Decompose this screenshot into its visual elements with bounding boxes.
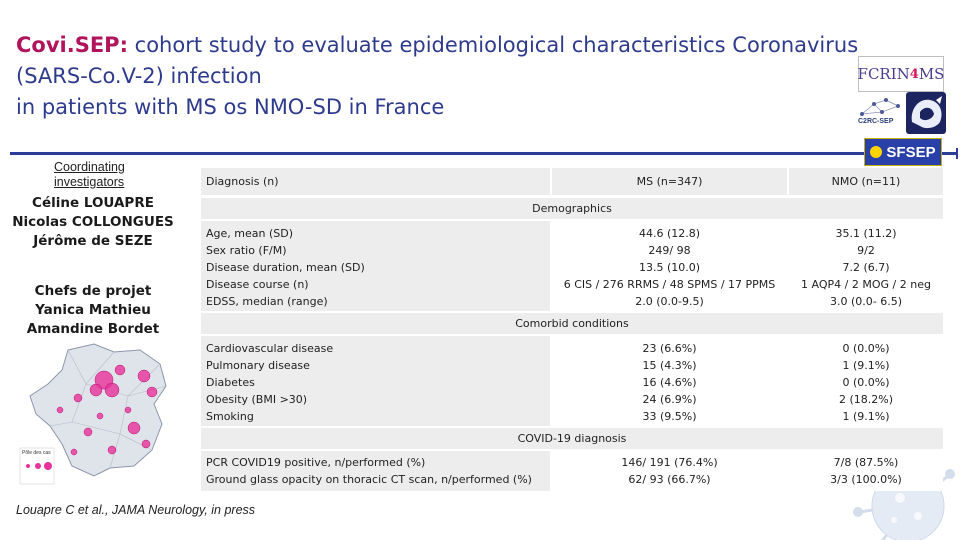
ms-value: 146/ 191 (76.4%) [621,456,718,469]
investigator-name: Jérôme de SEZE [33,233,153,249]
ms-value: 24 (6.9%) [642,393,697,406]
ms-value: 6 CIS / 276 RRMS / 48 SPMS / 17 PPMS [563,278,776,291]
header-nmo: NMO (n=11) [789,168,943,195]
demographics-labels [201,221,550,311]
coordinating-label-line1: Coordinating [54,160,125,174]
fcrin-logo-text-a: FCRIN [857,65,910,83]
ms-value: 23 (6.6%) [642,342,697,355]
fcrin-logo-text-b: 4 [909,66,919,82]
title-accent: Covi.SEP: [16,33,128,57]
citation-authors: Louapre C et al., [16,503,112,517]
c2rc-logo-network-icon [856,96,906,120]
table-row [201,221,943,311]
nmo-value: 9/2 [857,244,875,257]
project-lead-name: Yanica Mathieu [35,302,151,318]
sfsep-brain-logo [906,92,946,134]
covid-nmo-values [789,451,943,491]
covid-ms-values [552,451,787,491]
slide-title [16,30,916,123]
sfsep-logo [864,138,942,166]
nmo-value: 1 AQP4 / 2 MOG / 2 neg [801,278,931,291]
sun-icon [870,146,882,158]
ms-value: 15 (4.3%) [642,359,697,372]
section-covid-diagnosis: COVID-19 diagnosis [201,428,943,449]
title-line1: cohort study to evaluate epidemiological characteristics Coronavirus [127,33,859,57]
ms-value: 2.0 (0.0-9.5) [635,295,704,308]
project-leads-list [0,301,186,339]
header-ms: MS (n=347) [552,168,787,195]
citation-journal: JAMA Neurology, in press [111,503,256,517]
citation [16,503,255,517]
header-diagnosis: Diagnosis (n) [201,168,550,195]
row-label: Diabetes [206,376,255,389]
nmo-value: 3.0 (0.0- 6.5) [829,295,903,308]
section-comorbid-conditions: Comorbid conditions [201,313,943,334]
sfsep-logo-text: SFSEP [886,143,936,161]
ms-value: 249/ 98 [648,244,691,257]
table-row [201,336,943,426]
row-label: Sex ratio (F/M) [206,244,287,257]
nmo-value: 0 (0.0%) [842,342,890,355]
nmo-value: 3/3 (100.0%) [830,473,902,486]
comorbid-labels [201,336,550,426]
c2rc-logo [856,96,906,130]
coordinating-label-line2: investigators [54,175,125,189]
table-row [201,451,943,491]
ms-value: 62/ 93 (66.7%) [628,473,711,486]
investigator-name: Céline LOUAPRE [32,195,154,211]
ms-value: 44.6 (12.8) [638,227,701,240]
covid-labels [201,451,550,491]
nmo-value: 7/8 (87.5%) [833,456,899,469]
row-label: Disease course (n) [206,278,309,291]
title-line2: (SARS-Co.V-2) infection [16,64,262,88]
section-demographics: Demographics [201,198,943,219]
row-label: Disease duration, mean (SD) [206,261,365,274]
brain-icon [906,92,946,134]
row-label: Pulmonary disease [206,359,310,372]
fcrin-logo [858,56,944,92]
ms-value: 16 (4.6%) [642,376,697,389]
comorbid-nmo-values [789,336,943,426]
nmo-value: 1 (9.1%) [842,410,890,423]
comorbid-ms-values [552,336,787,426]
project-lead-name: Amandine Bordet [26,321,160,337]
row-label: Smoking [206,410,254,423]
france-map-illustration [16,340,194,486]
nmo-value: 35.1 (11.2) [835,227,897,240]
demographics-nmo-values [789,221,943,311]
row-label: Cardiovascular disease [206,342,334,355]
title-divider [10,152,956,155]
title-divider-tick [956,148,958,159]
fcrin-logo-text-c: MS [918,65,945,83]
nmo-value: 2 (18.2%) [838,393,894,406]
row-label: Ground glass opacity on thoracic CT scan, n/performed (%) [206,473,532,486]
demographics-ms-values [552,221,787,311]
france-cases-map [16,340,194,486]
c2rc-logo-text: C2RC-SEP [858,118,894,125]
project-leads-label: Chefs de projet [34,283,152,299]
nmo-value: 7.2 (6.7) [842,261,890,274]
ms-value: 33 (9.5%) [642,410,697,423]
title-line3: in patients with MS os NMO-SD in France [16,95,445,119]
investigators-list [0,194,186,251]
nmo-value: 0 (0.0%) [842,376,890,389]
nmo-value: 1 (9.1%) [842,359,890,372]
investigator-name: Nicolas COLLONGUES [12,214,174,230]
coordinating-investigators-label [54,160,125,190]
row-label: Obesity (BMI >30) [206,393,308,406]
table-header-row [201,168,943,195]
row-label: EDSS, median (range) [206,295,328,308]
row-label: PCR COVID19 positive, n/performed (%) [206,456,426,469]
row-label: Age, mean (SD) [206,227,293,240]
map-legend-title: Pôle des cas [22,450,51,456]
ms-value: 13.5 (10.0) [638,261,701,274]
